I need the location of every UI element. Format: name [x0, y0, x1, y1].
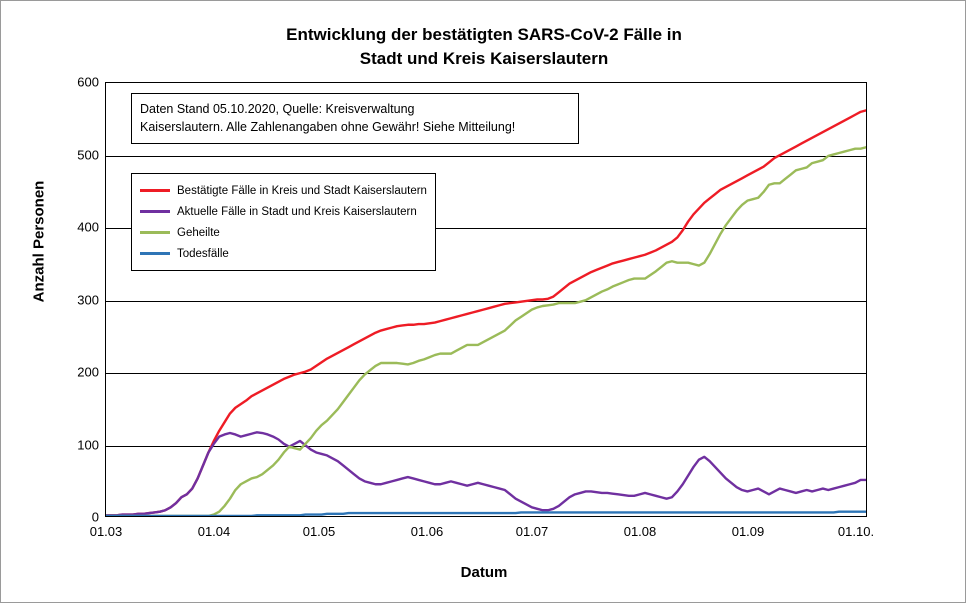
legend-item-aktuelle: [140, 201, 427, 222]
series-line: [106, 110, 866, 515]
x-tick-3: 01.06: [410, 524, 444, 539]
x-tick-0: 01.03: [89, 524, 123, 539]
note-line-1: Daten Stand 05.10.2020, Quelle: Kreisverwaltung: [140, 102, 415, 116]
plot-area: [105, 82, 867, 517]
series-line: [106, 432, 866, 515]
data-source-note: [131, 93, 579, 144]
legend-item-todesfaelle: [140, 243, 427, 264]
y-tick-0: 0: [91, 509, 99, 525]
note-line-2: Kaiserslautern. Alle Zahlenangaben ohne Gewähr! Siehe Mitteilung!: [140, 120, 516, 134]
series-lines: [106, 83, 866, 516]
legend-label-todesfaelle: Todesfälle: [177, 247, 229, 260]
legend-swatch-icon: [140, 189, 170, 192]
legend-swatch-icon: [140, 252, 170, 255]
x-tick-6: 01.09: [731, 524, 765, 539]
legend-label-geheilte: Geheilte: [177, 226, 220, 239]
y-tick-200: 200: [77, 364, 99, 380]
legend-label-aktuelle: Aktuelle Fälle in Stadt und Kreis Kaiserslautern: [177, 205, 417, 218]
y-tick-600: 600: [77, 74, 99, 90]
x-tick-5: 01.08: [623, 524, 657, 539]
y-tick-300: 300: [77, 292, 99, 307]
y-tick-100: 100: [77, 437, 99, 452]
title-line-1: Entwicklung der bestätigten SARS-CoV-2 Fälle in: [286, 25, 682, 44]
y-axis-title: Anzahl Personen: [30, 180, 48, 303]
page-title: [1, 23, 966, 71]
x-tick-2: 01.05: [302, 524, 336, 539]
x-tick-1: 01.04: [197, 524, 231, 539]
legend-item-geheilte: [140, 222, 427, 243]
x-axis-title: Datum: [460, 564, 508, 581]
legend-swatch-icon: [140, 210, 170, 213]
legend-label-bestaetigte: Bestätigte Fälle in Kreis und Stadt Kaiserslautern: [177, 184, 427, 197]
x-tick-7: 01.10.: [837, 524, 875, 539]
legend-swatch-icon: [140, 231, 170, 234]
legend-item-bestaetigte: [140, 180, 427, 201]
title-line-2: Stadt und Kreis Kaiserslautern: [359, 49, 609, 68]
y-tick-500: 500: [77, 147, 99, 162]
x-tick-4: 01.07: [515, 524, 549, 539]
y-tick-400: 400: [77, 219, 99, 235]
chart-legend: [131, 173, 436, 271]
